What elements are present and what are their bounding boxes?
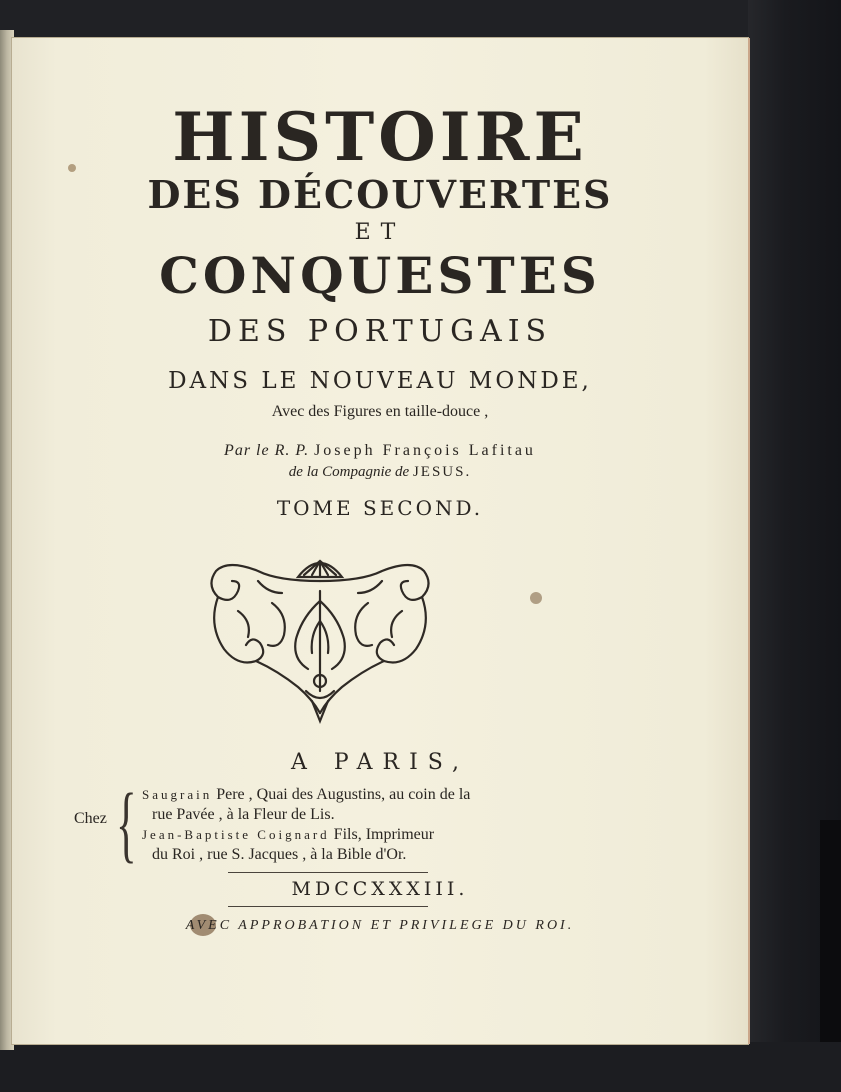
title-line-nouveau-monde: DANS LE NOUVEAU MONDE,	[168, 368, 592, 394]
printer1-line2: rue Pavée , à la Fleur de Lis.	[152, 806, 335, 823]
volume-label: TOME SECOND.	[276, 496, 484, 520]
printer2-line2: du Roi , rue S. Jacques , à la Bible d'Or.	[152, 846, 407, 863]
title-line-portugais: DES PORTUGAIS	[207, 314, 553, 349]
company-line	[12, 464, 748, 481]
publication-year: MDCCXXXIII.	[291, 878, 469, 900]
company-name: JESUS.	[412, 464, 472, 480]
title-line-decouvertes: DES DÉCOUVERTES	[147, 172, 613, 217]
scan-background-top	[0, 0, 841, 40]
printers-ornament-icon	[198, 541, 443, 726]
divider-rule	[228, 906, 428, 907]
title-line-et: ET	[354, 220, 406, 245]
printer2-title: Fils, Imprimeur	[333, 826, 435, 843]
title-page	[12, 38, 748, 1044]
printer1-line1	[142, 786, 470, 804]
author-name: Joseph François Lafitau	[314, 442, 536, 459]
foxing-spot	[530, 592, 542, 604]
printer2-name: Jean-Baptiste Coignard	[142, 827, 330, 842]
company-prefix: de la Compagnie de	[288, 464, 410, 480]
printer2-line1	[142, 826, 434, 844]
author-line	[12, 442, 748, 460]
divider-rule	[228, 872, 428, 873]
scan-background-bottom	[0, 1042, 841, 1092]
royal-privilege: AVEC APPROBATION ET PRIVILEGE DU ROI.	[185, 918, 575, 933]
curly-brace-icon: {	[116, 775, 137, 871]
author-prefix: Par le R. P.	[224, 442, 310, 459]
printer1-address: Pere , Quai des Augustins, au coin de la	[216, 786, 471, 803]
subtitle: Avec des Figures en taille-douce ,	[271, 403, 489, 420]
title-line-histoire: HISTOIRE	[172, 98, 588, 176]
title-line-conquestes: CONQUESTES	[159, 246, 601, 305]
printer1-name: Saugrain	[142, 787, 213, 802]
chez-label: Chez	[74, 810, 107, 827]
imprint-place: A PARIS,	[290, 750, 470, 775]
